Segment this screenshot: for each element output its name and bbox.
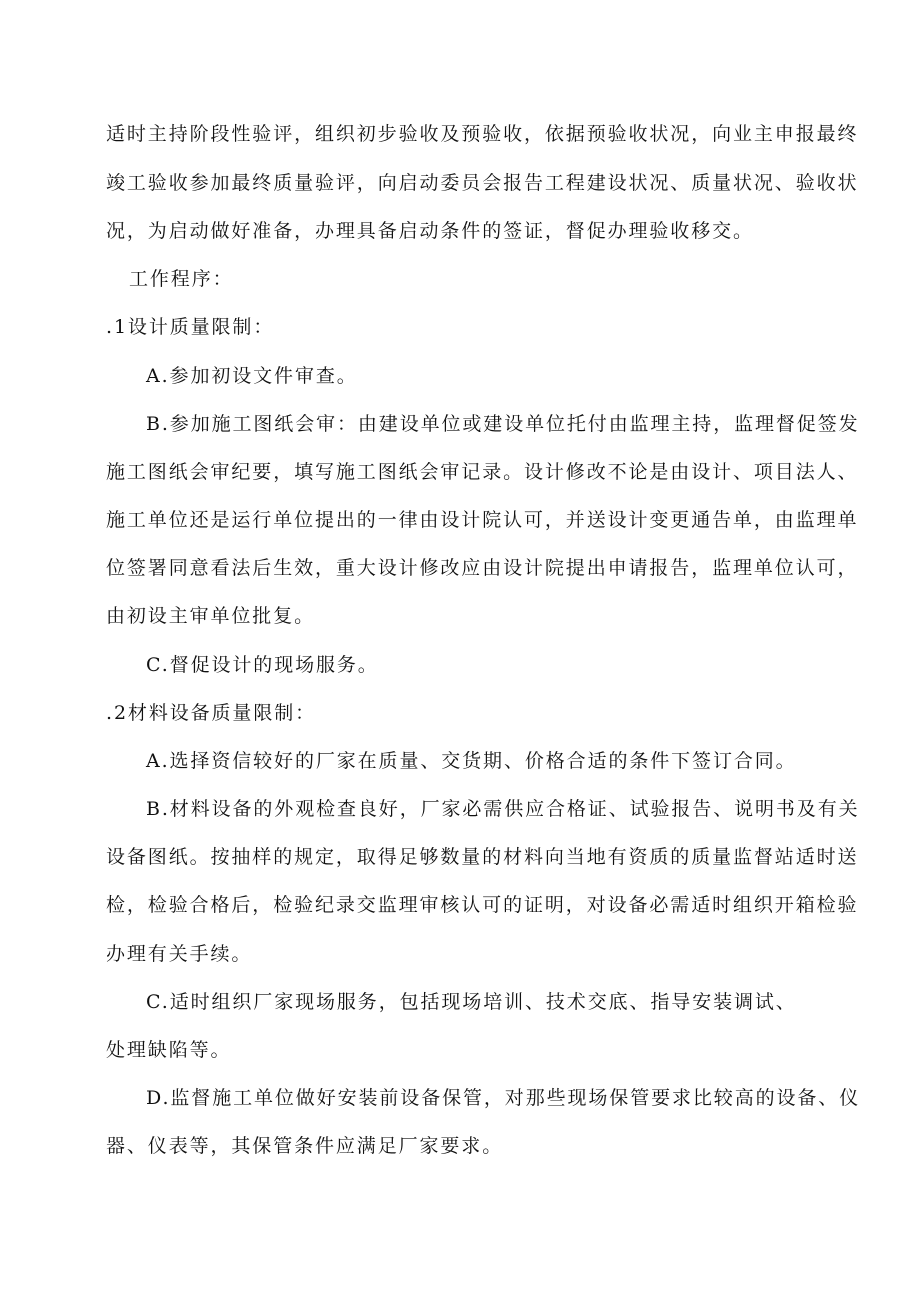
list-item: B.参加施工图纸会审：由建设单位或建设单位托付由监理主持，监理督促签发 (146, 413, 860, 435)
list-item: A.选择资信较好的厂家在质量、交货期、价格合适的条件下签订合同。 (146, 750, 797, 772)
paragraph-line: 况，为启动做好准备，办理具备启动条件的签证，督促办理验收移交。 (106, 220, 754, 242)
paragraph-line: 施工单位还是运行单位提出的一律由设计院认可，并送设计变更通告单，由监理单 (106, 509, 859, 531)
paragraph-line: 设备图纸。按抽样的规定，取得足够数量的材料向当地有资质的质量监督站适时送 (106, 846, 859, 868)
list-item: D.监督施工单位做好安装前设备保管，对那些现场保管要求比较高的设备、仪 (146, 1087, 861, 1109)
paragraph-line: 办理有关手续。 (106, 943, 253, 965)
subsection-heading: .1设计质量限制： (106, 316, 275, 338)
paragraph-line: 适时主持阶段性验评，组织初步验收及预验收，依据预验收状况，向业主申报最终 (106, 123, 859, 145)
paragraph-line: 位签署同意看法后生效，重大设计修改应由设计院提出申请报告，监理单位认可， (106, 557, 859, 579)
paragraph-line: 检，检验合格后，检验纪录交监理审核认可的证明，对设备必需适时组织开箱检验 (106, 894, 859, 916)
list-item: B.材料设备的外观检查良好，厂家必需供应合格证、试验报告、说明书及有关 (146, 798, 860, 820)
paragraph-line: 竣工验收参加最终质量验评，向启动委员会报告工程建设状况、质量状况、验收状 (106, 172, 859, 194)
paragraph-line: 施工图纸会审纪要，填写施工图纸会审记录。设计修改不论是由设计、项目法人、 (106, 461, 859, 483)
subsection-heading: .2材料设备质量限制： (106, 702, 317, 724)
paragraph-line: 由初设主审单位批复。 (106, 605, 316, 627)
list-item: C.督促设计的现场服务。 (146, 654, 379, 676)
list-item: A.参加初设文件审查。 (146, 365, 358, 387)
list-item: C.适时组织厂家现场服务，包括现场培训、技术交底、指导安装调试、 (146, 991, 797, 1013)
paragraph-line: 处理缺陷等。 (106, 1039, 232, 1061)
paragraph-line: 器、仪表等，其保管条件应满足厂家要求。 (106, 1135, 504, 1157)
section-heading: 工作程序： (129, 268, 234, 290)
